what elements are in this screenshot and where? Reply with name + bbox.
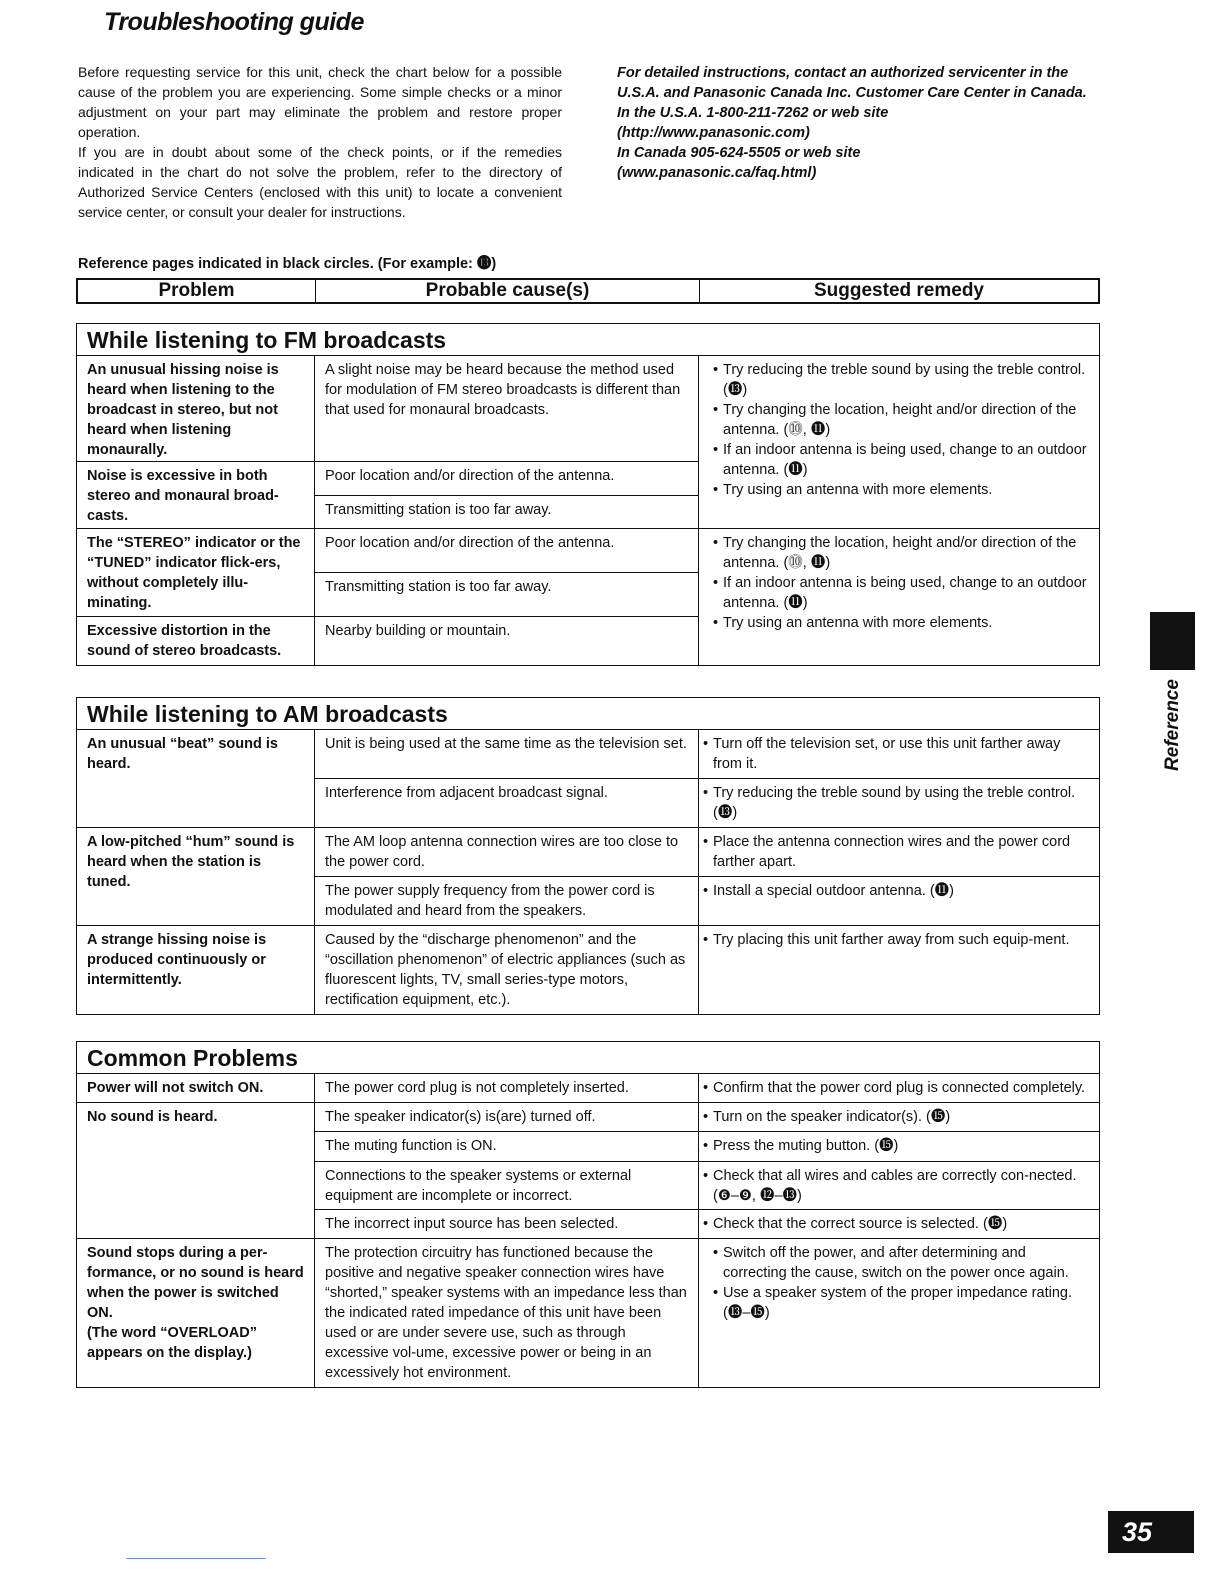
intro-paragraph: If you are in doubt about some of the check points, or if the remedies indicated in the chart do not solve the problem, refer to the directory of Authorized Service Centers (enclosed with this unit) to locate a convenient service center, or consult your dealer for instructions. [78, 144, 562, 220]
table-row [77, 730, 1099, 828]
remedy-item: • Switch off the power, and after determining and correcting the cause, switch on the power once again. [709, 1243, 1089, 1283]
contact-line: In the U.S.A. 1-800-211-7262 or web site [617, 105, 889, 121]
table-row [77, 828, 1099, 926]
contact-line: For detailed instructions, contact an authorized servicenter in the U.S.A. and Panasonic Canada Inc. Customer Care Center in Canada. [617, 65, 1087, 101]
remedy-cell: • Turn on the speaker indicator(s). (⓯) [699, 1103, 1099, 1131]
problem-cell: Power will not switch ON. [77, 1074, 315, 1102]
header-problem: Problem [78, 280, 316, 302]
fm-section [76, 323, 1100, 666]
cause-cell: The incorrect input source has been selected. [315, 1210, 699, 1238]
problem-cell: Excessive distortion in the sound of stereo broadcasts. [77, 617, 315, 665]
section-title: While listening to FM broadcasts [77, 324, 1099, 356]
am-section [76, 697, 1100, 1015]
remedy-cell: • Place the antenna connection wires and the power cord farther apart. [699, 828, 1099, 876]
contact-line: (www.panasonic.ca/faq.html) [617, 165, 817, 181]
remedy-cell [699, 356, 1099, 528]
remedy-cell: • Press the muting button. (⓯) [699, 1132, 1099, 1160]
remedy-cell: • Try reducing the treble sound by using the treble control. (⓭) [699, 779, 1099, 827]
remedy-item: • Try changing the location, height and/or direction of the antenna. (⓾, ⓫) [709, 400, 1089, 440]
remedy-item: • If an indoor antenna is being used, change to an outdoor antenna. (⓫) [709, 573, 1089, 613]
problem-cell: Sound stops during a per-formance, or no sound is heard when the power is switched ON. (The word “OVERLOAD” appears on the display.) [77, 1239, 315, 1387]
contact-info [617, 63, 1107, 183]
cause-cell: Transmitting station is too far away. [325, 579, 552, 595]
remedy-cell: • Check that the correct source is selected. (⓯) [699, 1210, 1099, 1238]
cause-cell: A slight noise may be heard because the method used for modulation of FM stereo broadcasts is different than that used for monaural broadcasts. [315, 356, 699, 461]
intro-paragraph: Before requesting service for this unit, check the chart below for a possible cause of the problem you are experiencing. Some simple checks or a minor adjustment on your part may eliminate the problem and restore proper operation. [78, 64, 562, 140]
section-tab-marker [1150, 612, 1195, 670]
remedy-cell [699, 1239, 1099, 1387]
remedy-cell: • Check that all wires and cables are correctly con-nected. (❻–❾, ⓬–⓭) [699, 1162, 1099, 1209]
problem-cell: An unusual “beat” sound is heard. [77, 730, 315, 827]
remedy-item: • Try using an antenna with more elements. [709, 480, 1089, 500]
table-row [77, 926, 1099, 1014]
table-row [77, 529, 1099, 665]
remedy-item: • Try using an antenna with more elements. [709, 613, 1089, 633]
problem-cell: No sound is heard. [77, 1103, 315, 1238]
footer-line [126, 1558, 266, 1559]
side-label-text: Reference [1161, 679, 1183, 771]
remedy-cell: • Try placing this unit farther away from such equip-ment. [699, 926, 1099, 1014]
cause-cell: Nearby building or mountain. [315, 617, 699, 665]
remedy-cell: • Confirm that the power cord plug is connected completely. [699, 1074, 1099, 1102]
cause-cell: Unit is being used at the same time as the television set. [315, 730, 699, 778]
remedy-cell: • Turn off the television set, or use this unit farther away from it. [699, 730, 1099, 778]
cause-cell: Connections to the speaker systems or external equipment are incomplete or incorrect. [315, 1162, 699, 1209]
cause-cell: Transmitting station is too far away. [325, 501, 552, 518]
table-row [77, 1074, 1099, 1103]
page-number: 35 [1108, 1511, 1194, 1553]
side-label [1150, 680, 1195, 770]
header-remedy: Suggested remedy [814, 280, 984, 301]
table-row [77, 1239, 1099, 1387]
cause-cell: The power supply frequency from the power cord is modulated and heard from the speakers. [315, 877, 699, 925]
cause-cell: Poor location and/or direction of the antenna. [315, 529, 698, 573]
table-row [77, 356, 1099, 529]
remedy-item: • Use a speaker system of the proper impedance rating. (⓭–⓯) [709, 1283, 1089, 1323]
page-title: Troubleshooting guide [104, 8, 364, 36]
remedy-cell: • Install a special outdoor antenna. (⓫) [699, 877, 1099, 925]
cause-cell: The power cord plug is not completely inserted. [315, 1074, 699, 1102]
problem-cell: The “STEREO” indicator or the “TUNED” indicator flick-ers, without completely illu-minating. [77, 529, 315, 616]
section-title: While listening to AM broadcasts [77, 698, 1099, 730]
problem-cell: A strange hissing noise is produced continuously or intermittently. [77, 926, 315, 1014]
cause-cell: Interference from adjacent broadcast signal. [315, 779, 699, 827]
cause-cell: The protection circuitry has functioned because the positive and negative speaker connection wires have “shorted,” speaker systems with an impedance less than the indicated rated impedance of this unit have been used or are under severe use, such as through excessive vol-ume, excessive power or being in an excessively hot environment. [315, 1239, 699, 1387]
cause-cell: The muting function is ON. [315, 1132, 699, 1160]
table-header [76, 278, 1100, 304]
intro-text [78, 62, 562, 222]
section-title: Common Problems [77, 1042, 1099, 1074]
contact-line: (http://www.panasonic.com) [617, 125, 810, 141]
problem-cell: A low-pitched “hum” sound is heard when the station is tuned. [77, 828, 315, 925]
problem-cell: Noise is excessive in both stereo and monaural broad-casts. [77, 462, 315, 528]
remedy-item: • If an indoor antenna is being used, change to an outdoor antenna. (⓫) [709, 440, 1089, 480]
remedy-item: • Try reducing the treble sound by using the treble control. (⓭) [709, 360, 1089, 400]
cause-cell: The AM loop antenna connection wires are too close to the power cord. [315, 828, 699, 876]
reference-note: Reference pages indicated in black circles. (For example: ⓭) [78, 256, 497, 272]
cause-cell: Caused by the “discharge phenomenon” and the “oscillation phenomenon” of electric appliances (such as fluorescent lights, TV, small series-type motors, rectification equipment, etc.). [315, 926, 699, 1014]
remedy-item: • Try changing the location, height and/or direction of the antenna. (⓾, ⓫) [709, 533, 1089, 573]
cause-cell: Poor location and/or direction of the antenna. [315, 462, 698, 496]
header-cause: Probable cause(s) [316, 280, 700, 302]
common-section [76, 1041, 1100, 1388]
contact-line: In Canada 905-624-5505 or web site [617, 145, 861, 161]
remedy-cell [699, 529, 1099, 665]
table-row [77, 1103, 1099, 1239]
problem-cell: An unusual hissing noise is heard when listening to the broadcast in stereo, but not heard when listening monaurally. [77, 356, 315, 461]
cause-cell: The speaker indicator(s) is(are) turned off. [315, 1103, 699, 1131]
